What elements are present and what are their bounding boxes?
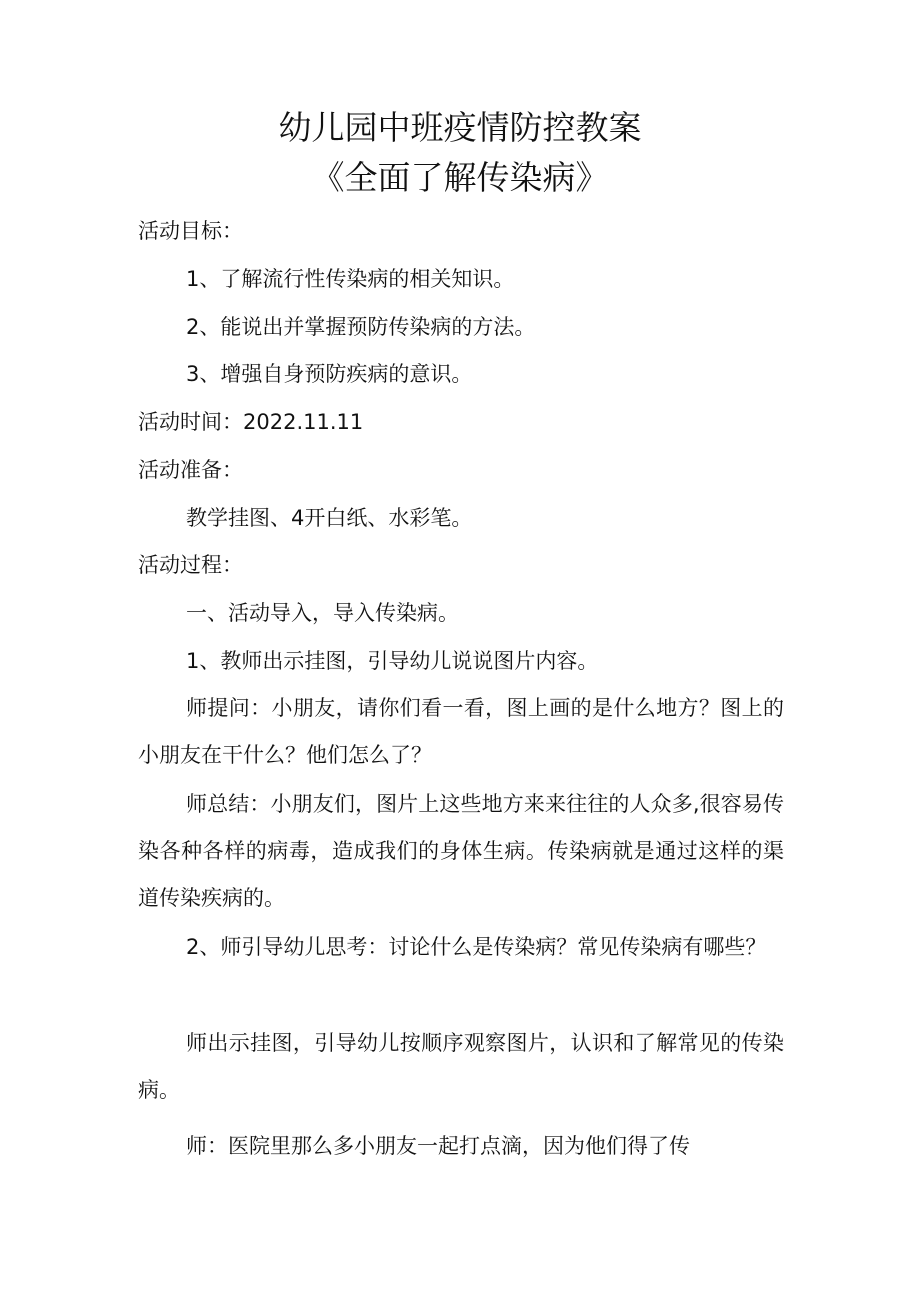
document-subtitle: 《全面了解传染病》 [311,158,609,197]
hospital-paragraph: 师：医院里那么多小朋友一起打点滴，因为他们得了传 [186,1134,690,1158]
show-chart-paragraph: 师出示挂图，引导幼儿按顺序观察图片，认识和了解常见的传染病。 [138,1031,784,1102]
activity-time: 活动时间：2022.11.11 [138,410,364,434]
teacher-summary-paragraph: 师总结：小朋友们，图片上这些地方来来往往的人众多,很容易传染各种各样的病毒，造成我们的身体生病。传染病就是通过这样的渠道传染疾病的。 [138,792,784,910]
goal-item-1: 1、了解流行性传染病的相关知识。 [186,267,515,291]
teacher-question-paragraph: 师提问：小朋友，请你们看一看，图上画的是什么地方？图上的小朋友在干什么？他们怎么了？ [138,696,784,767]
process-step-1-item-1: 1、教师出示挂图，引导幼儿说说图片内容。 [186,649,599,673]
goals-heading: 活动目标： [138,219,243,243]
document-title: 幼儿园中班疫情防控教案 [278,108,642,147]
process-heading: 活动过程： [138,553,243,577]
process-step-1-item-2: 2、师引导幼儿思考：讨论什么是传染病？常见传染病有哪些？ [186,935,767,959]
goal-item-2: 2、能说出并掌握预防传染病的方法。 [186,315,536,339]
prep-heading: 活动准备： [138,458,243,482]
goal-item-3: 3、增强自身预防疾病的意识。 [186,362,473,386]
process-step-1-title: 一、活动导入，导入传染病。 [186,601,459,625]
prep-content: 教学挂图、4开白纸、水彩笔。 [186,506,473,530]
